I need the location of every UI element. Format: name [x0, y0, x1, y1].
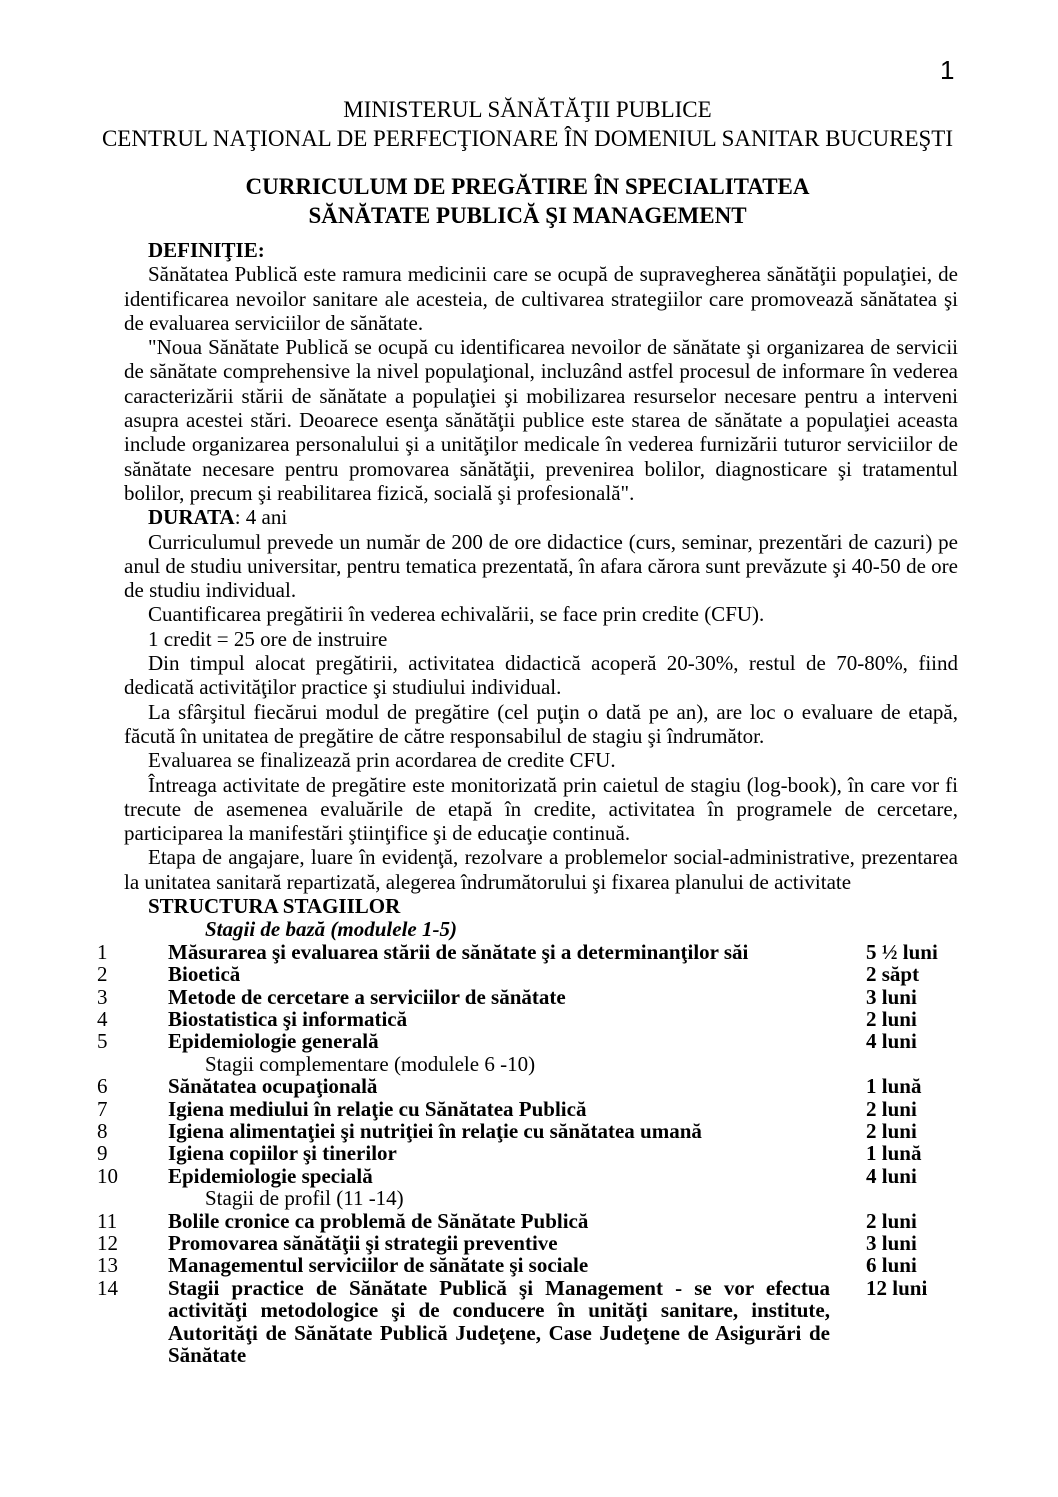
stage-number: 6 [97, 1074, 108, 1099]
stage-duration: 6 luni [866, 1253, 917, 1278]
paragraph-logbook: Întreaga activitate de pregătire este monitorizată prin caietul de stagiu (log-book), în care vor fi trecute de asemenea evaluările de etapă în credite, activitatea în programele de cercetare, participarea la manifestări ştiinţifice şi de educaţie continuă. [124, 772, 958, 846]
stage-row [97, 1008, 958, 1030]
stage-duration: 2 luni [866, 1118, 917, 1143]
document-title-line-2: SĂNĂTATE PUBLICĂ ŞI MANAGEMENT [308, 203, 747, 228]
stage-row [97, 1075, 958, 1097]
stage-title: Igiena copiilor şi tinerilor [168, 1141, 397, 1166]
stage-title: Metode de cercetare a serviciilor de sănătate [168, 984, 566, 1009]
stage-duration: 2 săpt [866, 962, 920, 987]
stage-number: 1 [97, 939, 108, 964]
stage-duration: 5 ½ luni [866, 939, 938, 964]
paragraph-curriculum-hours: Curriculumul prevede un număr de 200 de ore didactice (curs, seminar, prezentări de cazuri) pe anul de studiu universitar, pentru tematica prezentată, în afara cărora sunt prevăzute şi 40-50 de ore de studiu individual. [124, 529, 958, 603]
stage-title: Managementul serviciilor de sănătate şi sociale [168, 1253, 589, 1278]
stage-row [97, 1030, 958, 1052]
stage-row [97, 941, 958, 963]
stage-number: 7 [97, 1096, 108, 1121]
stage-title: Sănătatea ocupaţională [168, 1074, 378, 1099]
document-title-line-1: CURRICULUM DE PREGĂTIRE ÎN SPECIALITATEA [245, 174, 810, 199]
stage-group-label-profile: Stagii de profil (11 -14) [205, 1186, 404, 1211]
stage-group-label-base: Stagii de bază (modulele 1-5) [205, 917, 457, 942]
stage-title: Igiena mediului în relaţie cu Sănătatea Publică [168, 1096, 587, 1121]
org-name-line-2: CENTRUL NAŢIONAL DE PERFECŢIONARE ÎN DOMENIUL SANITAR BUCUREŞTI [101, 126, 954, 151]
definition-heading: DEFINIŢIE: [148, 238, 265, 262]
stage-duration: 2 luni [866, 1208, 917, 1233]
stage-duration: 3 luni [866, 1231, 917, 1255]
duration-value: : 4 ani [234, 505, 288, 530]
stage-number: 9 [97, 1141, 108, 1166]
definition-paragraph-2: "Noua Sănătate Publică se ocupă cu identificarea nevoilor de sănătate şi organizarea de servicii de sănătate comprehensive la nivel populaţional, incluzând astfel procesul de informare în vederea caracterizării stării de sănătate a populaţiei şi mobilizarea resurselor necesare pentru a interveni asupra acestei stări. Deoarece esenţa sănătăţii publice este starea de sănătate a populaţiei aceasta include organizarea personalului şi a unităţilor medicale în vederea furnizării tuturor serviciilor de sănătate necesare pentru promovarea sănătăţii, prevenirea bolilor, diagnosticare şi tratamentul bolilor, precum şi reabilitarea fizică, socială şi profesională". [124, 335, 958, 505]
stage-title: Biostatistica şi informatică [168, 1006, 408, 1031]
stage-number: 3 [97, 984, 108, 1009]
stage-duration: 1 lună [866, 1141, 922, 1166]
stage-title: Bolile cronice ca problemă de Sănătate Publică [168, 1208, 589, 1233]
document-title [97, 172, 958, 230]
stage-duration: 4 luni [866, 1029, 917, 1054]
paragraph-evaluation-credits: Evaluarea se finalizează prin acordarea de credite CFU. [148, 748, 616, 773]
stage-row [97, 1165, 958, 1187]
paragraph-credits-cfu: Cuantificarea pregătirii în vederea echivalării, se face prin credite (CFU). [148, 602, 765, 627]
stage-title: Epidemiologie specială [168, 1163, 373, 1188]
stage-number: 5 [97, 1029, 108, 1054]
paragraph-credit-equivalence: 1 credit = 25 ore de instruire [148, 626, 388, 651]
stage-duration: 1 lună [866, 1074, 922, 1099]
stage-row [97, 1142, 958, 1164]
paragraph-employment-stage: Etapa de angajare, luare în evidenţă, rezolvare a problemelor social-administrative, prezentarea la unitatea sanitară repartizată, alegerea îndrumătorului şi fixarea planului de activitate [124, 845, 958, 894]
stage-duration: 4 luni [866, 1163, 917, 1188]
stage-number: 14 [97, 1275, 118, 1300]
stage-number: 11 [97, 1208, 118, 1233]
stage-duration: 2 luni [866, 1096, 917, 1121]
stage-number: 8 [97, 1118, 108, 1143]
duration-line [124, 505, 958, 529]
org-name-line-1: MINISTERUL SĂNĂTĂŢII PUBLICE [343, 97, 712, 122]
page-number: 1 [940, 55, 955, 85]
stage-number: 12 [97, 1231, 118, 1255]
stage-row [97, 1098, 958, 1120]
stage-number: 4 [97, 1006, 108, 1031]
stage-title: Stagii practice de Sănătate Publică şi Management - se vor efectua activităţi metodologice şi de conducere în unităţi sanitare, institute, Autorităţi de Sănătate Publică Judeţene, Case Judeţene de Asigurări de Sănătate [168, 1275, 830, 1368]
stage-row [97, 986, 958, 1008]
stage-title: Bioetică [168, 962, 241, 987]
stage-title: Igiena alimentaţiei şi nutriţiei în relaţie cu sănătatea umană [168, 1118, 702, 1143]
stage-row [97, 1120, 958, 1142]
stage-duration: 3 luni [866, 984, 917, 1009]
stage-row [97, 1254, 958, 1276]
duration-label: DURATA [148, 505, 235, 530]
stage-duration: 2 luni [866, 1006, 917, 1031]
stage-row [97, 1232, 958, 1254]
stage-title: Măsurarea şi evaluarea stării de sănătate şi a determinanţilor săi [168, 939, 749, 964]
stage-row [97, 1277, 958, 1367]
stage-row [97, 1210, 958, 1232]
paragraph-time-allocation: Din timpul alocat pregătirii, activitatea didactică acoperă 20-30%, restul de 70-80%, fiind dedicată activităţilor practice şi studiului individual. [124, 651, 958, 700]
stage-row [97, 963, 958, 985]
definition-paragraph-1: Sănătatea Publică este ramura medicinii care se ocupă de supravegherea sănătăţii populaţiei, de identificarea nevoilor sanitare ale acesteia, de cultivarea strategiilor care promovează sănătatea şi de evaluarea serviciilor de sănătate. [124, 262, 958, 335]
paragraph-module-evaluation: La sfârşitul fiecărui modul de pregătire (cel puţin o dată pe an), are loc o evaluare de etapă, făcută în unitatea de pregătire de către responsabilul de stagiu şi îndrumător. [124, 699, 958, 748]
stage-title: Promovarea sănătăţii şi strategii preventive [168, 1231, 558, 1255]
stages-section [97, 894, 958, 1366]
stage-duration: 12 luni [866, 1275, 928, 1300]
stages-heading: STRUCTURA STAGIILOR [148, 894, 401, 919]
stage-number: 13 [97, 1253, 118, 1278]
stage-title: Epidemiologie generală [168, 1029, 379, 1054]
stage-number: 2 [97, 962, 108, 987]
stage-number: 10 [97, 1163, 118, 1188]
stage-group-label-complementary: Stagii complementare (modulele 6 -10) [205, 1051, 536, 1076]
